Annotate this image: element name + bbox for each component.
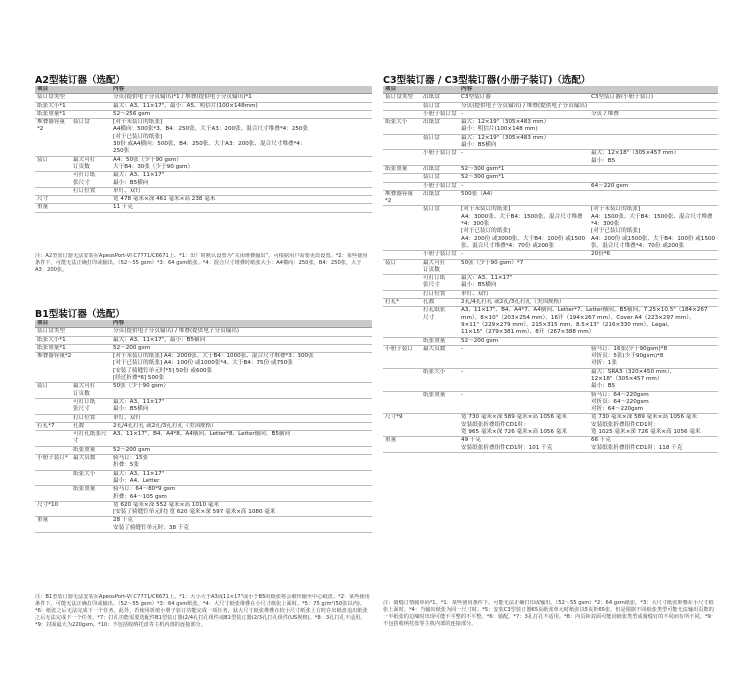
row-value: 500张（A4）	[459, 190, 718, 206]
row-value: A3、11×17"、B4、A4*7、A4横向、Letter*7、Letter横向、B5横向、7.25×10.5"（184×267 mm）、8×10"（203×254 mm）、16开（194×267 mm）、Cover A4（223×297 mm）、9×11"（229×279 mm）、215×315 mm、8.5×13"（216×330 mm）、Legal、11×15"（279×381 mm）、8开（267×388 mm）	[459, 307, 718, 337]
row-label: 纸张大小*1	[35, 336, 111, 344]
table-row	[35, 196, 372, 204]
row-sublabel: 纸张重量	[71, 446, 111, 454]
row-value-2: C3型装订器(小册子装订)	[589, 94, 718, 102]
row-sublabel: 纸张重量	[71, 486, 111, 502]
table-row	[35, 455, 372, 471]
table-row	[383, 119, 718, 135]
row-value: [对于未装订的纸张] A4横向：500张*3、B4：250张、大于A3：200张、混合尺寸堆叠*4：250张 [对于已装订的纸张] 30份 或A4横向：500张、B4：250张、大于A3：200张、混合尺寸堆叠*4： 250张	[111, 119, 372, 156]
table-row	[35, 517, 372, 533]
table-row	[35, 156, 372, 172]
c3-note: 注：骑缝订情骑单码*1。*1：某些使用条件下，可能无法正确打印或输出。（52～55 gsm）*2：64 gsm纸张。*3：大尺寸纸张堆叠在小尺寸纸张上面时。*4：当输出纸张为同一尺寸时。*5：安装C3型装订器65页纸张单元时纸张以5页折65张，但是根据不同纸张类型可能无法输出页数的一半纸张的边缘时出现可能不平整的不平整。*6：骑配。*7：3孔打孔不适用。*8：内页和封面可能因纸张类型或骑缝钉的不同而有所不同。*9：不包括收纳托盘等主机内部的连接部分。	[383, 600, 716, 627]
row-label: 尺寸*10	[35, 501, 111, 517]
table-row	[35, 383, 372, 399]
table-row	[383, 206, 718, 251]
row-value: 52～300 gsm*1	[459, 174, 718, 182]
row-label: 装订盘类型	[35, 94, 111, 102]
table-row	[383, 134, 718, 150]
row-sublabel: 可打订纸 张尺寸	[421, 275, 459, 291]
row-value: 宽 620 毫米×深 552 毫米×高 1010 毫米 [安装了骑缝钉单元时] 宽 620 毫米×深 597 毫米×高 1080 毫米	[111, 501, 372, 517]
row-sublabel: 装订盘	[421, 206, 459, 251]
row-label: 重量	[383, 437, 459, 453]
row-sublabel: 装订盘	[71, 119, 111, 156]
row-sublabel: 孔数	[71, 422, 111, 430]
c3-title: C3型装订器 / C3型装订器(小册子装订)（选配）	[383, 75, 591, 86]
table-row	[35, 486, 372, 502]
table-row	[35, 398, 372, 414]
table-row	[383, 345, 718, 368]
row-label	[383, 182, 421, 190]
row-value: 骑马订：15张 折叠：5张	[111, 455, 372, 471]
row-label: 重量	[35, 517, 111, 533]
table-row	[35, 414, 372, 422]
table-row	[383, 94, 718, 102]
row-sublabel: 孔数	[421, 299, 459, 307]
table-row	[35, 336, 372, 344]
table-row	[383, 337, 718, 345]
table-row	[383, 110, 718, 118]
row-label	[383, 307, 421, 337]
row-label: 重量	[35, 204, 111, 212]
row-value: 最大：12×19"（305×483 mm） 最小：明信片(100×148 mm)	[459, 119, 718, 135]
row-sublabel: 最大可打 订页数	[71, 156, 111, 172]
row-sublabel: 纸张大小	[71, 470, 111, 486]
row-label	[383, 110, 421, 118]
row-value-2: 最大：12×18"（305×457 mm） 最小：B5	[589, 150, 718, 166]
table-row	[35, 344, 372, 352]
table-row	[383, 150, 718, 166]
table-row	[383, 299, 718, 307]
row-value: 11 千克	[111, 204, 372, 212]
table-row	[383, 275, 718, 291]
row-value-2: [对于未装订的纸张] A4：1500张、大于B4：1500张、混合尺寸堆叠*4：300张 [对于已装订的纸张] A4：200份 或1500张、大于B4：100份 或1500张、混合尺寸堆叠*4：70份 或200张	[589, 206, 718, 251]
row-label	[35, 470, 71, 486]
row-label: 堆叠器容量*2	[35, 119, 71, 156]
row-value-2: 宽 730 毫米×深 589 毫米×高 1056 毫米 安装纸张折叠组件CD1时： 宽 1025 毫米×深 726 毫米×高 1056 毫米	[589, 414, 718, 437]
table-row	[383, 259, 718, 275]
row-sublabel: 纸张重量	[421, 391, 459, 414]
table-row	[35, 431, 372, 447]
b1-note: 注：B1型装订器无法安装在ApeosPort-VI C7771/C6671上。*1：大小大于A3或11×17"或小于B5的纸张将会被传输至中心纸盘。*2：某些使用条件下，可能无法正确打印或输出。（52～55 gsm）*3：64 gsm纸张。*4：大尺寸纸张堆叠在小尺寸纸张上面时。*5：75 g/m²(50张以内)。*6：纸张之后无法完成下一个任务。此外，若使用折痕小册子装订功能完成一项任务，驮大尺寸纸张堆叠在较小尺寸纸张上方时在出纸盘追出纸张之后无法完成下一个任务。*7：打孔功能需要选配件B1型装订器(2/4孔打孔组件或B1型装订器(2/3孔打孔组件(US规格)。*8：3孔打孔不适用。*9：封面最大为220gsm。*10：不包括收纳托盘等主机内部的连接部分。	[35, 594, 370, 628]
row-label	[383, 174, 421, 182]
row-label: 装订盘类型	[383, 94, 421, 102]
row-value: 宽 478 毫米×深 461 毫米×高 238 毫米	[111, 196, 372, 204]
row-value: 2孔/4孔打孔 或2孔/3孔打孔（美国规格）	[459, 299, 718, 307]
row-value: -	[459, 368, 589, 391]
row-value-2: 64～220 gsm	[589, 182, 718, 190]
header-cell-item: 项目	[383, 86, 459, 94]
row-label: 打孔*7	[35, 422, 71, 430]
row-value: 单钉、双钉	[111, 414, 372, 422]
row-sublabel: 打订位置	[71, 187, 111, 195]
table-row	[35, 470, 372, 486]
row-sublabel: 出纸盘	[421, 165, 459, 173]
row-value: 单钉、双钉	[459, 290, 718, 298]
table-row	[35, 501, 372, 517]
row-label: 打孔*	[383, 299, 421, 307]
table-row	[35, 446, 372, 454]
row-sublabel: 可打孔纸张尺寸	[71, 431, 111, 447]
table-row	[35, 119, 372, 156]
table-row	[383, 391, 718, 414]
row-label: 堆叠器容量*2	[383, 190, 421, 206]
row-label	[35, 172, 71, 188]
row-value: 最大：A3、11×17"，最小：A5、明信片(100×148mm)	[111, 102, 372, 110]
row-sublabel: 装订盘	[421, 134, 459, 150]
row-sublabel: 出纸盘	[421, 119, 459, 135]
row-sublabel: 最大页数	[71, 455, 111, 471]
b1-table	[35, 320, 372, 533]
table-row	[35, 94, 372, 102]
row-value: 50张（少于90 gsm）	[111, 383, 372, 399]
row-label	[383, 391, 421, 414]
row-value: 50张（少于90 gsm）*7	[459, 259, 718, 275]
row-label	[35, 431, 71, 447]
row-sublabel: 出纸盘	[421, 94, 459, 102]
row-sublabel: 纸张大小	[421, 368, 459, 391]
header-cell-content: 内容	[459, 86, 718, 94]
table-row	[383, 437, 718, 453]
row-label: 小册子装订*	[35, 455, 71, 471]
row-value: 49 千克 安装纸张折叠组件CD1时：101 千克	[459, 437, 589, 453]
row-label	[383, 275, 421, 291]
table-header-row	[35, 86, 372, 94]
row-value: -	[459, 182, 589, 190]
row-label: 纸张重量*1	[35, 110, 111, 118]
row-value: 52～256 gsm	[111, 110, 372, 118]
row-label: 纸张大小	[383, 119, 421, 135]
header-cell-content: 内容	[111, 320, 372, 328]
row-label: 装订	[383, 259, 421, 275]
row-value: 52～200 gsm	[111, 344, 372, 352]
row-value: A3、11×17"、B4、A4*8、A4横向、Letter*8、Letter横向、B5横向	[111, 431, 372, 447]
header-cell-item: 项目	[35, 320, 111, 328]
row-sublabel: 小册子装订盘	[421, 251, 459, 259]
row-value: 最大：A3、11×17" 最小：B5横向	[111, 172, 372, 188]
row-label: 装订盘类型	[35, 328, 111, 336]
row-sublabel: 打订位置	[421, 290, 459, 298]
row-label	[383, 337, 421, 345]
row-value-2: 最大：SRA3（320×450 mm）、12×18"（305×457 mm） 最小：B5	[589, 368, 718, 391]
row-label: 装订	[35, 383, 71, 399]
c3-table	[383, 86, 718, 453]
row-value: 最大：A3、11×17" 最小：A4、Letter	[111, 470, 372, 486]
row-label: 尺寸	[35, 196, 111, 204]
row-value: -	[459, 150, 589, 166]
row-sublabel: 小册子装订盘	[421, 182, 459, 190]
row-label: 纸张重量*1	[35, 344, 111, 352]
row-value: 宽 730 毫米×深 589 毫米×高 1056 毫米 安装纸张折叠组件CD1时： 宽 965 毫米×深 726 毫米×高 1056 毫米	[459, 414, 589, 437]
row-value-2: 66 千克 安装纸张折叠组件CD1时：118 千克	[589, 437, 718, 453]
table-row	[383, 190, 718, 206]
row-value: 最大：A3、11×17" 最小：B5横向	[111, 398, 372, 414]
row-value: 52～200 gsm	[459, 337, 718, 345]
table-row	[35, 204, 372, 212]
row-sublabel: 可打订纸 张尺寸	[71, 398, 111, 414]
table-row	[383, 165, 718, 173]
table-row	[383, 182, 718, 190]
row-label	[383, 150, 421, 166]
row-label	[383, 251, 421, 259]
row-value: 单钉、双钉	[111, 187, 372, 195]
row-sublabel: 小册子装订盘	[421, 150, 459, 166]
table-header-row	[383, 86, 718, 94]
row-label	[383, 134, 421, 150]
row-sublabel: 装订盘	[421, 102, 459, 110]
row-value: -	[459, 391, 589, 414]
row-sublabel: 最大页数	[421, 345, 459, 368]
row-label: 纸张大小*1	[35, 102, 111, 110]
b1-title: B1型装订器（选配）	[35, 309, 125, 320]
row-value: A4：50张（少于90 gsm） 大于B4：30张（少于90 gsm）	[111, 156, 372, 172]
row-label	[35, 486, 71, 502]
row-sublabel: 打订位置	[71, 414, 111, 422]
row-value: [对于未装订的纸张] A4：2000张、大于B4：1000张、混合尺寸堆叠*3：300张 [对于已装订的纸张] A4：100份 或1000张*4、大于B4：75份 或750张 [安装了骑缝钉单元时*5] 50份 或600张 [经过折叠*6] 500张	[111, 353, 372, 383]
row-value: -	[459, 251, 589, 259]
row-value-2: 20份*6	[589, 251, 718, 259]
row-label: 小册子装订	[383, 345, 421, 368]
row-label: 堆叠器容量*2	[35, 353, 111, 383]
row-label: 纸张重量	[383, 165, 421, 173]
row-value: C3型装订器	[459, 94, 589, 102]
table-row	[383, 290, 718, 298]
table-row	[35, 353, 372, 383]
row-value: 分页(提供电子分页输出) / 堆叠(提供电子分页输出)	[459, 102, 718, 110]
row-value: -	[459, 110, 589, 118]
row-label	[383, 290, 421, 298]
row-sublabel: 最大可打 订页数	[421, 259, 459, 275]
row-label: 尺寸*9	[383, 414, 459, 437]
row-value: [对于未装订的纸张] A4：3000张、大于B4：1500张、混合尺寸堆叠*4：300张 [对于已装订的纸张] A4：200份 或3000张、大于B4：100份 或1500张、混合尺寸堆叠*4：70份 或200张	[459, 206, 589, 251]
row-value: 52～300 gsm*1	[459, 165, 718, 173]
row-value: 分页(提供电子分页输出)*1 / 堆叠(提供电子分页输出)*1	[111, 94, 372, 102]
row-value: -	[459, 345, 589, 368]
row-value: 28 千克 安装了骑缝钉单元时：38 千克	[111, 517, 372, 533]
table-row	[35, 422, 372, 430]
row-label	[383, 102, 421, 110]
row-value: 2孔/4孔打孔 或2孔/3孔打孔（美国规格）	[111, 422, 372, 430]
row-value-2: 骑马订：64～220gsm 对折页：64～220gsm 对折：64～220gsm	[589, 391, 718, 414]
row-value: 最大：12×19"（305×483 mm） 最小：B5横向	[459, 134, 718, 150]
row-value: 骑马订：64～80*9 gsm 折叠：64～105 gsm	[111, 486, 372, 502]
row-label	[383, 368, 421, 391]
table-row	[35, 328, 372, 336]
row-sublabel: 纸张重量	[421, 337, 459, 345]
table-row	[35, 187, 372, 195]
row-label: 装订	[35, 156, 71, 172]
header-cell-content: 内容	[111, 86, 372, 94]
table-row	[383, 414, 718, 437]
row-sublabel: 小册子装订盘	[421, 110, 459, 118]
row-label	[35, 187, 71, 195]
table-row	[35, 110, 372, 118]
row-value: 52～200 gsm	[111, 446, 372, 454]
table-row	[383, 102, 718, 110]
table-row	[383, 368, 718, 391]
table-row	[383, 174, 718, 182]
header-cell-item: 项目	[35, 86, 111, 94]
row-sublabel: 打孔纸张 尺寸	[421, 307, 459, 337]
table-row	[383, 307, 718, 337]
a2-table	[35, 86, 372, 213]
row-value-2: 骑马订：16张(少于90gsm)*8 对折页：5张(少于90gsm)*8 对折：1张	[589, 345, 718, 368]
table-row	[383, 251, 718, 259]
row-label	[383, 206, 421, 251]
table-header-row	[35, 320, 372, 328]
row-sublabel: 装订盘	[421, 174, 459, 182]
row-value: 最大：A3、11×17"，最小：B5横向	[111, 336, 372, 344]
row-sublabel: 可打订纸 张尺寸	[71, 172, 111, 188]
row-value: 最大：A3、11×17" 最小：B5横向	[459, 275, 718, 291]
row-label	[35, 398, 71, 414]
row-sublabel: 出纸盘	[421, 190, 459, 206]
row-value: 分页(提供电子分页输出) / 堆叠(提供电子分页输出)	[111, 328, 372, 336]
a2-note: 注：A2型装订器无法安装在ApeosPort-VI C7771/C6671上。*1：出厂时默认设置为“关闭堆叠输出”。可根据用户需要更改设置。*2：某些使用条件下，可能无法正确打印或输出。（52～55 gsm）*3：64 gsm纸张。*4：混合尺寸堆叠时纸张大小：A4横向：250张，B4：250张，大于A3：200张。	[35, 253, 368, 273]
row-label	[35, 446, 71, 454]
a2-title: A2型装订器（选配）	[35, 75, 125, 86]
table-row	[35, 172, 372, 188]
row-value-2: 分页 / 堆叠	[589, 110, 718, 118]
row-label	[35, 414, 71, 422]
row-sublabel: 最大可打 订页数	[71, 383, 111, 399]
table-row	[35, 102, 372, 110]
